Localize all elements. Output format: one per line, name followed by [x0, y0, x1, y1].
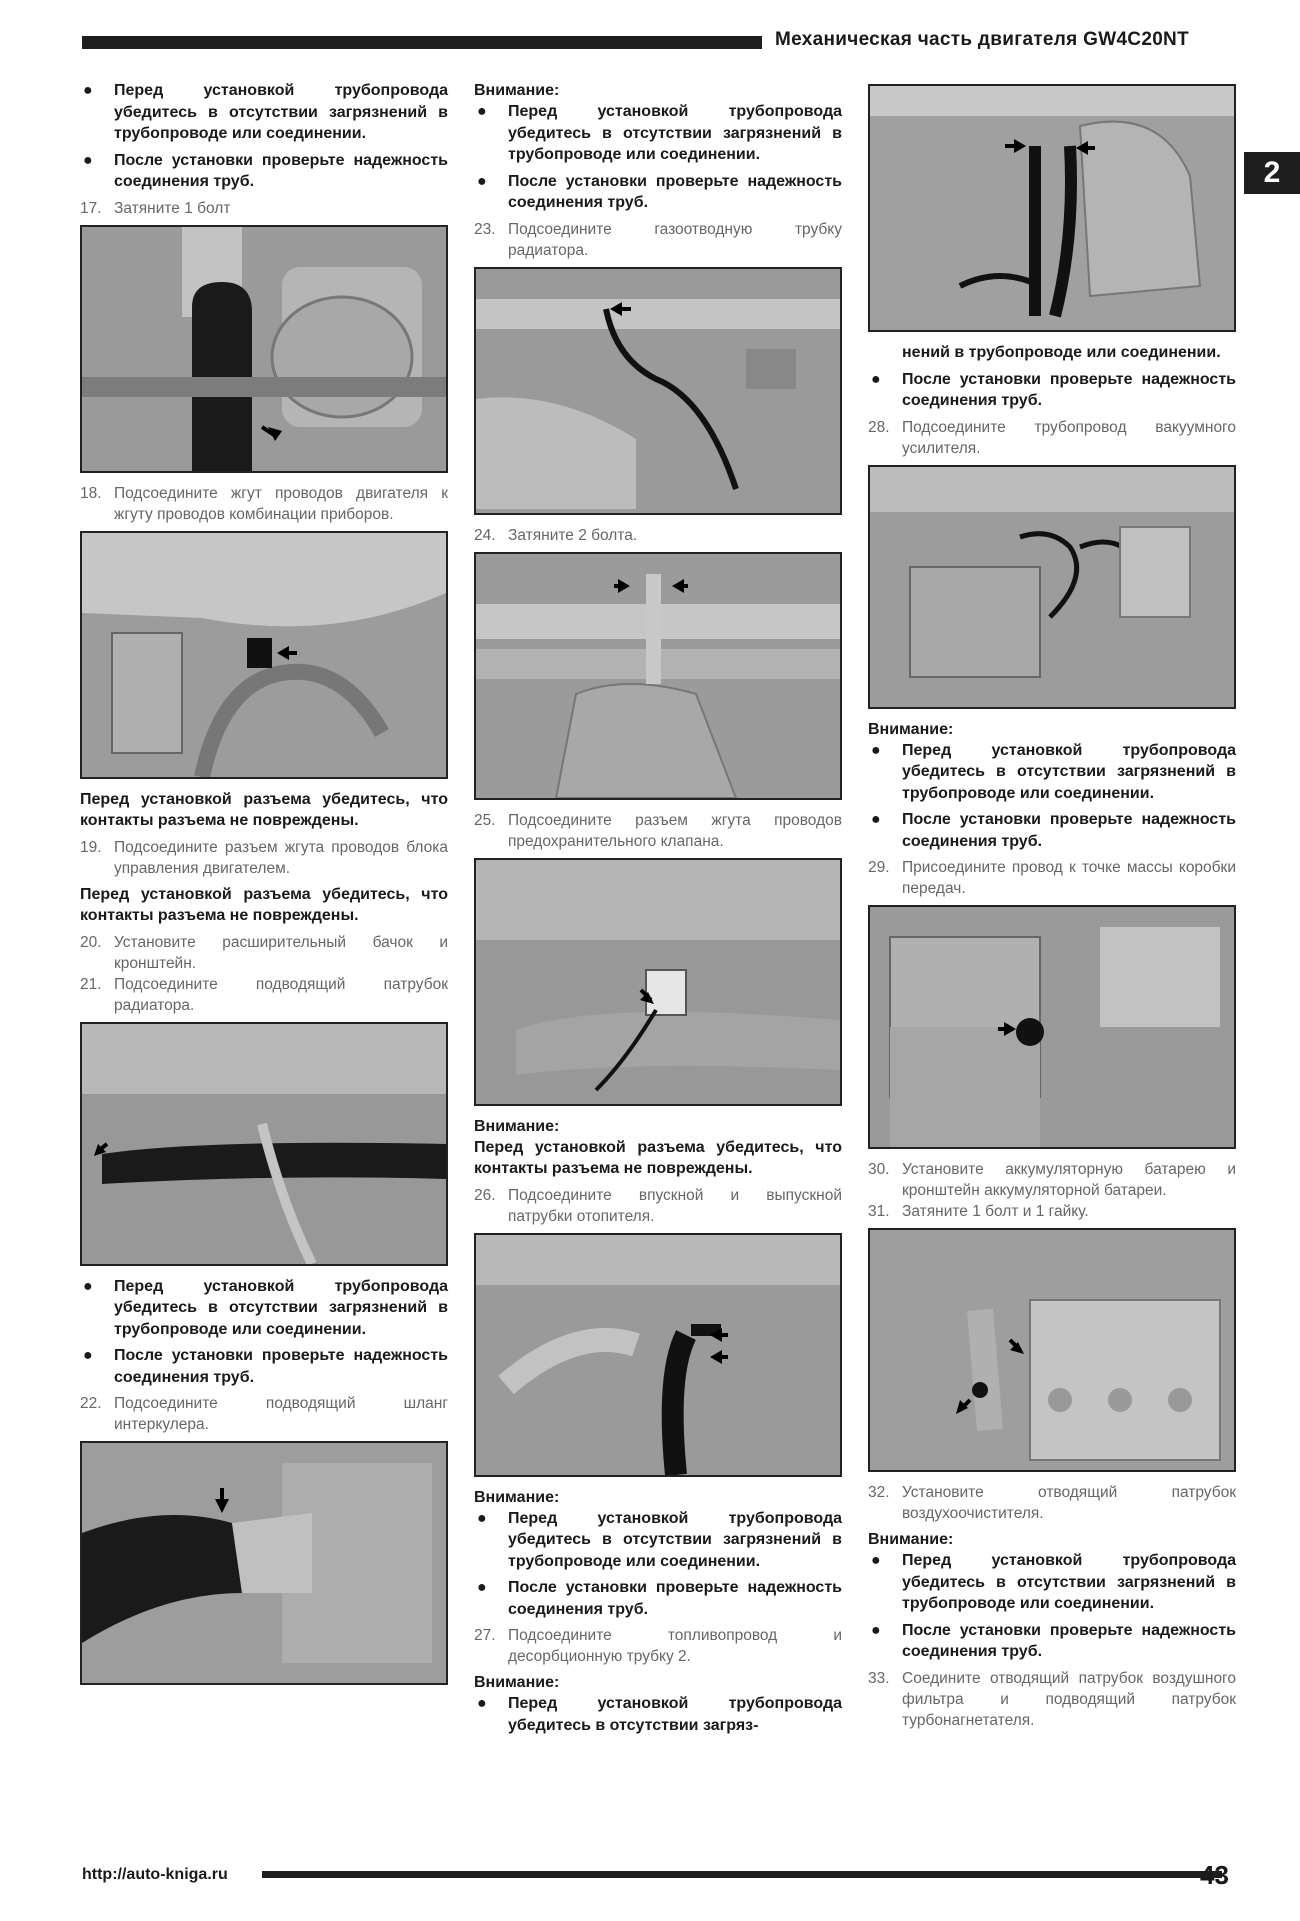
photo-illustration — [82, 227, 446, 471]
engine-photo-22 — [80, 1441, 448, 1685]
bullet-icon: ● — [871, 370, 881, 388]
attention-heading: Внимание: — [474, 82, 560, 99]
column-right — [868, 80, 1236, 1731]
step-22: 22. Подсоедините подводящий шланг интеркулера. — [80, 1395, 448, 1433]
bullet-icon: ● — [83, 82, 93, 99]
bullet-icon: ● — [477, 103, 487, 120]
bullet-item: ● После установки проверьте надежность соединения труб. — [80, 1345, 448, 1388]
bullet-icon: ● — [477, 172, 487, 190]
bullet-icon: ● — [871, 741, 881, 759]
bullet-item: ● После установки проверьте надежность соединения труб. — [868, 1620, 1236, 1663]
bullet-icon: ● — [83, 1277, 93, 1295]
engine-photo-26 — [474, 1233, 842, 1477]
step-29: 29. Присоедините провод к точке массы коробки передач. — [868, 859, 1236, 897]
bullet-icon: ● — [477, 1695, 487, 1712]
step-26: 26. Подсоедините впускной и выпускной патрубки отопителя. — [474, 1186, 842, 1225]
step-31: 31. Затяните 1 болт и 1 гайку. — [868, 1203, 1089, 1220]
engine-photo-17 — [80, 225, 448, 473]
step-21: 21. Подсоедините подводящий патрубок радиатора. — [80, 975, 448, 1014]
column-left — [80, 80, 448, 1695]
attention-heading: Внимание: — [868, 720, 954, 738]
bullet-item: ● После установки проверьте надежность соединения труб. — [868, 369, 1236, 412]
bullet-item: ● Перед установкой трубопровода убедитесь в отсутствии загрязнений в трубопроводе или соединении. — [474, 101, 842, 166]
step-24: 24. Затяните 2 болта. — [474, 526, 638, 544]
attention-heading: Внимание: — [474, 1674, 560, 1691]
photo-illustration — [870, 467, 1234, 707]
engine-photo-27 — [868, 84, 1236, 332]
step-30: 30. Установите аккумуляторную батарею и кронштейн аккумуляторной батареи. — [868, 1161, 1236, 1199]
page-number: 43 — [1200, 1860, 1229, 1890]
warning-text: Перед установкой разъема убедитесь, что контакты разъема не повреждены. — [80, 790, 448, 829]
photo-illustration — [870, 907, 1234, 1147]
bullet-icon: ● — [871, 811, 881, 828]
footer-bar — [262, 1871, 1222, 1878]
attention-heading: Внимание: — [868, 1531, 954, 1548]
step-33: 33. Соедините отводящий патрубок воздушного фильтра и подводящий патрубок турбонагнетателя. — [868, 1669, 1236, 1729]
engine-photo-28 — [868, 465, 1236, 709]
step-27: 27. Подсоедините топливопровод и десорбционную трубку 2. — [474, 1627, 842, 1665]
step-32: 32. Установите отводящий патрубок воздухоочистителя. — [868, 1484, 1236, 1522]
header-bar — [82, 36, 762, 49]
bullet-item: ● Перед установкой трубопровода убедитесь в отсутствии загрязнений в трубопроводе или соединении. — [868, 740, 1236, 805]
bullet-icon: ● — [83, 1347, 93, 1364]
bullet-icon: ● — [871, 1552, 881, 1569]
engine-photo-18 — [80, 531, 448, 779]
bullet-icon: ● — [83, 151, 93, 169]
step-25: 25. Подсоедините разъем жгута проводов предохранительного клапана. — [474, 811, 842, 850]
bullet-item: ● Перед установкой трубопровода убедитесь в отсутствии загрязнений в трубопроводе или соединении. — [474, 1508, 842, 1573]
photo-illustration — [870, 86, 1234, 330]
engine-photo-29 — [868, 905, 1236, 1149]
photo-illustration — [82, 533, 446, 777]
footer-url-link[interactable]: http://auto-kniga.ru — [82, 1866, 228, 1883]
column-middle — [474, 80, 842, 1736]
photo-illustration — [870, 1230, 1234, 1470]
bullet-item: ● После установки проверьте надежность соединения труб. — [80, 150, 448, 193]
step-20: 20. Установите расширительный бачок и кронштейн. — [80, 933, 448, 972]
step-18: 18. Подсоедините жгут проводов двигателя к жгуту проводов комбинации приборов. — [80, 484, 448, 523]
engine-photo-23 — [474, 267, 842, 515]
engine-photo-31 — [868, 1228, 1236, 1472]
attention-heading: Внимание: — [474, 1117, 560, 1135]
bullet-item: ● Перед установкой трубопровода убедитесь в отсутствии загряз- — [474, 1693, 842, 1736]
photo-illustration — [82, 1443, 446, 1683]
step-17: 17. Затяните 1 болт — [80, 199, 231, 217]
photo-illustration — [476, 1235, 840, 1475]
chapter-tab: 2 — [1244, 152, 1300, 194]
bullet-icon: ● — [477, 1579, 487, 1596]
engine-photo-24 — [474, 552, 842, 800]
step-19: 19. Подсоедините разъем жгута проводов блока управления двигателем. — [80, 838, 448, 877]
engine-photo-25 — [474, 858, 842, 1106]
bullet-item: ● Перед установкой трубопровода убедитесь в отсутствии загрязнений в трубопроводе или соединении. — [80, 80, 448, 145]
bullet-icon: ● — [477, 1509, 487, 1527]
bullet-item: ● После установки проверьте надежность соединения труб. — [868, 809, 1236, 852]
engine-photo-21 — [80, 1022, 448, 1266]
bullet-item: ● Перед установкой трубопровода убедитесь в отсутствии загрязнений в трубопроводе или соединении. — [868, 1550, 1236, 1615]
bullet-item: ● После установки проверьте надежность соединения труб. — [474, 171, 842, 214]
photo-illustration — [476, 860, 840, 1104]
photo-illustration — [82, 1024, 446, 1264]
step-28: 28. Подсоедините трубопровод вакуумного усилителя. — [868, 418, 1236, 457]
warning-text: Перед установкой разъема убедитесь, что контакты разъема не повреждены. — [474, 1138, 842, 1177]
photo-illustration — [476, 554, 840, 798]
continued-text: нений в трубопроводе или соединении. — [902, 344, 1221, 361]
page-header-title: Механическая часть двигателя GW4C20NT — [775, 29, 1189, 50]
attention-heading: Внимание: — [474, 1488, 560, 1506]
step-23: 23. Подсоедините газоотводную трубку радиатора. — [474, 220, 842, 259]
bullet-item: ● После установки проверьте надежность соединения труб. — [474, 1577, 842, 1620]
warning-text: Перед установкой разъема убедитесь, что контакты разъема не повреждены. — [80, 885, 448, 924]
photo-illustration — [476, 269, 840, 513]
bullet-icon: ● — [871, 1621, 881, 1639]
bullet-item: ● Перед установкой трубопровода убедитесь в отсутствии загрязнений в трубопроводе или соединении. — [80, 1276, 448, 1341]
